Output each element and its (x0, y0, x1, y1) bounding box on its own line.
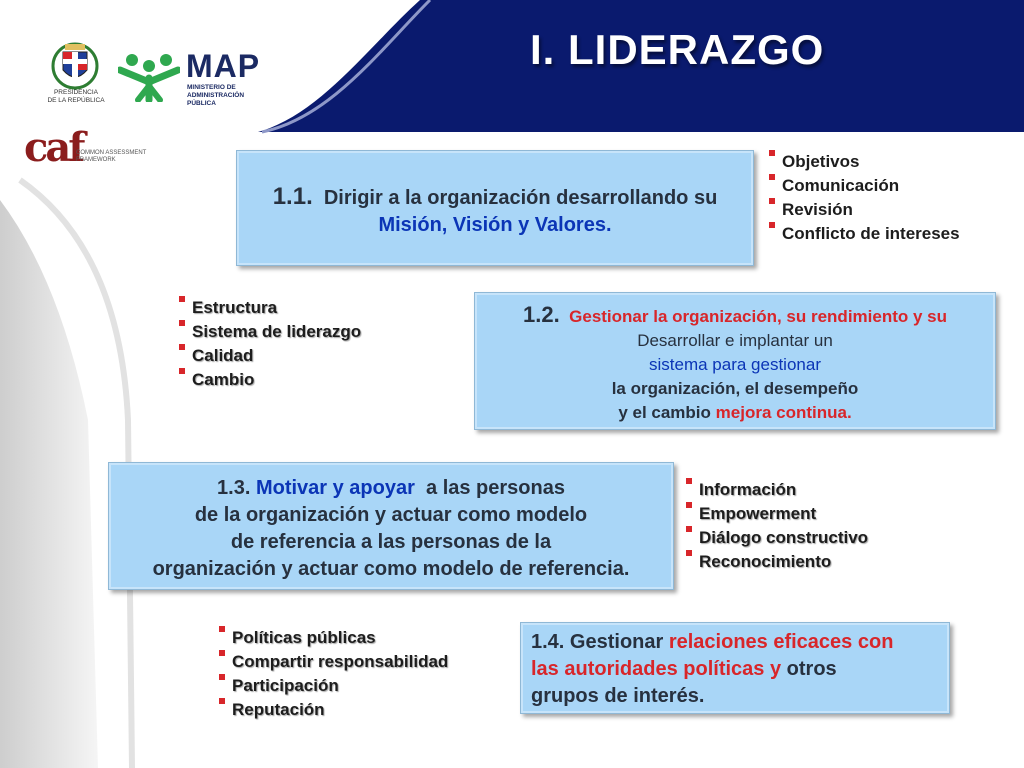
criterion-1-1-subitems (768, 150, 960, 246)
criterion-1-1-text: Dirigir a la organización desarrollando su (323, 187, 718, 209)
subitem-sistema-liderazgo: Sistema de liderazgo (178, 320, 361, 344)
map-line-2: ADMINISTRACIÓN (187, 92, 245, 99)
criterion-1-3-line-3: de referencia a las personas de la (230, 531, 552, 553)
subitem-informacion: Información (685, 478, 868, 502)
criterion-1-2-line-5-highlight: mejora continua. (715, 403, 852, 422)
subitem-dialogo-constructivo: Diálogo constructivo (685, 526, 868, 550)
criterion-1-2-line-2: Desarrollar e implantar un (637, 331, 833, 350)
subitem-compartir-responsabilidad: Compartir responsabilidad (218, 650, 448, 674)
presidencia-line-2: DE LA REPÚBLICA (47, 97, 105, 104)
criterion-1-3-line-2: de la organización y actuar como modelo (194, 504, 588, 526)
subitem-empowerment: Empowerment (685, 502, 868, 526)
criterion-1-4-highlight-1: relaciones eficaces con (668, 631, 894, 653)
caf-wordmark: caf (24, 124, 83, 171)
criterion-1-4-highlight-2: las autoridades políticas y (531, 658, 782, 680)
left-grey-sweep (0, 200, 98, 768)
criterion-1-3-highlight: Motivar y apoyar (255, 477, 415, 499)
criterion-1-2-line-3: sistema para gestionar (649, 355, 821, 374)
criterion-1-1-box (236, 150, 754, 266)
criterion-1-2-number: 1.2. (522, 302, 560, 327)
criterion-1-3-line-4: organización y actuar como modelo de referencia. (152, 558, 630, 580)
criterion-1-3-text: a las personas (426, 477, 565, 499)
criterion-1-2-line-4: la organización, el desempeño (611, 379, 859, 398)
subitem-revision: Revisión (768, 198, 960, 222)
coat-of-arms-icon (50, 40, 100, 92)
criterion-1-3-box (108, 462, 674, 590)
criterion-1-4-text: Gestionar (569, 631, 664, 653)
subitem-estructura: Estructura (178, 296, 361, 320)
criterion-1-4-subitems (218, 626, 448, 722)
map-wordmark: MAP (186, 48, 261, 84)
slide-title: I. LIDERAZGO (530, 26, 825, 73)
subitem-calidad: Calidad (178, 344, 361, 368)
subitem-cambio: Cambio (178, 368, 361, 392)
criterion-1-4-box (520, 622, 950, 714)
subitem-conflicto-intereses: Conflicto de intereses (768, 222, 960, 246)
criterion-1-3-number: 1.3. (217, 477, 251, 499)
criterion-1-2-box (474, 292, 996, 430)
criterion-1-2-heading: Gestionar la organización, su rendimiento y su (569, 307, 948, 326)
criterion-1-4-line-3: grupos de interés. (531, 685, 705, 707)
map-line-3: PÚBLICA (187, 100, 216, 107)
subitem-objetivos: Objetivos (768, 150, 960, 174)
criterion-1-2-subitems (178, 296, 361, 392)
subitem-reputacion: Reputación (218, 698, 448, 722)
subitem-comunicacion: Comunicación (768, 174, 960, 198)
criterion-1-1-values: Misión, Visión y Valores. (378, 214, 612, 236)
criterion-1-3-subitems (685, 478, 868, 574)
presidencia-line-1: PRESIDENCIA (53, 89, 99, 96)
subitem-reconocimiento: Reconocimiento (685, 550, 868, 574)
subitem-participacion: Participación (218, 674, 448, 698)
map-line-1: MINISTERIO DE (187, 84, 236, 91)
caf-line-2: FRAMEWORK (76, 157, 116, 163)
criterion-1-1-number: 1.1. (272, 183, 313, 210)
criterion-1-4-text-2: otros (786, 658, 837, 680)
people-icon (118, 52, 180, 102)
criterion-1-4-number: 1.4. (531, 631, 565, 653)
criterion-1-2-line-5: y el cambio (618, 403, 711, 422)
subitem-politicas-publicas: Políticas públicas (218, 626, 448, 650)
caf-line-1: COMMON ASSESSMENT (76, 150, 147, 156)
